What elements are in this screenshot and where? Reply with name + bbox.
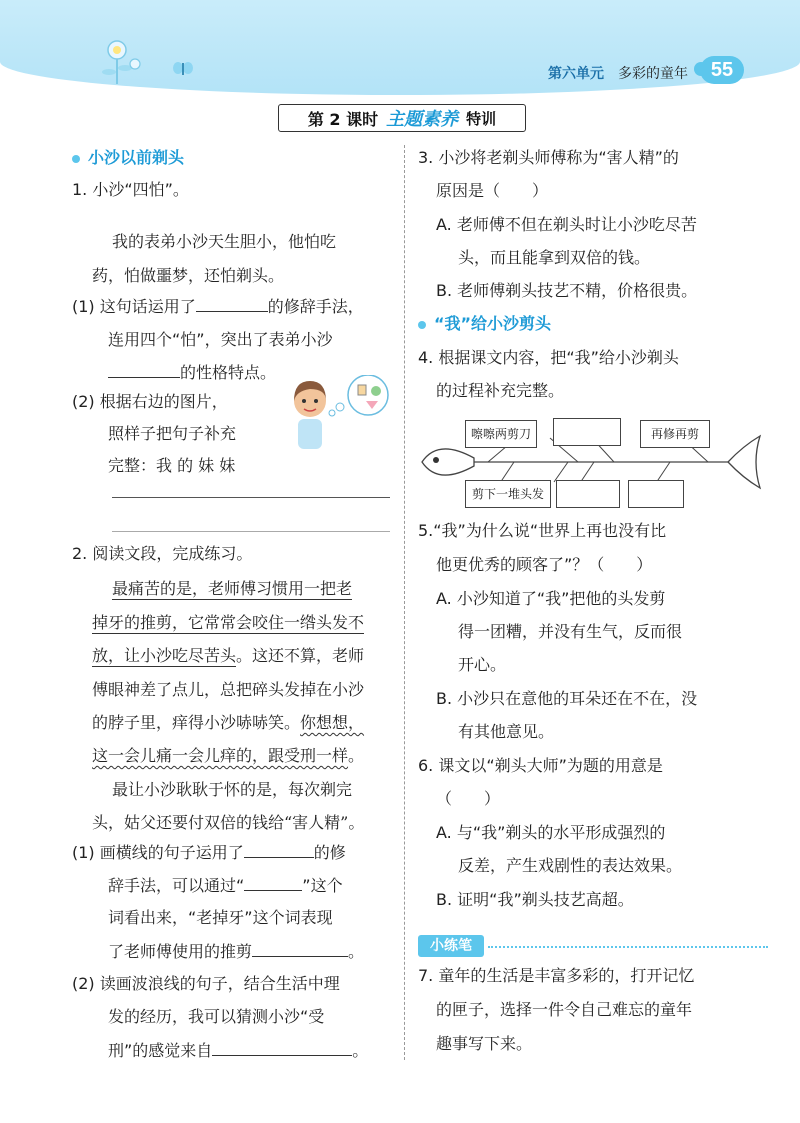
q7-line: 7. 童年的生活是丰富多彩的，打开记忆 — [418, 966, 695, 985]
fishbone-box: 再修再剪 — [640, 420, 710, 448]
q3-option-a[interactable]: A. 老师傅不但在剃头时让小沙吃尽苦 — [436, 215, 697, 234]
column-divider — [404, 145, 405, 1060]
q1-p2-line: 完整：我 的 妹 妹 — [108, 456, 236, 475]
q4-title: 4. 根据课文内容，把“我”给小沙剃头 — [418, 348, 679, 367]
q2-passage-line: 放，让小沙吃尽苦头。这还不算，老师 — [92, 646, 365, 665]
fishbone-box: 剪下一堆头发 — [465, 480, 551, 508]
fishbone-answer-box[interactable] — [556, 480, 620, 508]
q2-title: 2. 阅读文段，完成练习。 — [72, 544, 253, 563]
answer-blank[interactable] — [108, 361, 180, 378]
q3-title: 3. 小沙将老剃头师傅称为“害人精”的 — [418, 148, 679, 167]
q2-passage-line: 掉牙的推剪，它常常会咬住一绺头发不 — [92, 613, 365, 632]
flower-decoration-icon — [95, 38, 145, 86]
q3-option-b[interactable]: B. 老师傅剃头技艺不精，价格很贵。 — [436, 281, 698, 300]
lesson-banner — [278, 104, 526, 132]
lesson-tail: 特训 — [466, 109, 497, 128]
answer-blank[interactable] — [212, 1039, 352, 1056]
answer-blank[interactable] — [196, 295, 268, 312]
page-number: 55 — [700, 56, 744, 84]
q2-p1-line: 辞手法，可以通过“ ”这个 — [108, 876, 343, 895]
q1-p2-line: (2) 根据右边的图片， — [72, 392, 228, 411]
q2-p2-line: 刑”的感觉来自 。 — [108, 1041, 369, 1060]
q2-passage-line: 最让小沙耿耿于怀的是，每次剃完 — [112, 780, 353, 799]
bullet-dot-icon — [72, 155, 80, 163]
q6-title: （ ） — [436, 789, 501, 808]
q5-title: 他更优秀的顾客了”？（ ） — [436, 555, 653, 574]
q2-p1-line: 了老师傅使用的推剪 。 — [108, 942, 365, 961]
girl-illustration — [282, 375, 394, 455]
butterfly-icon — [172, 60, 194, 78]
unit-label: 第六单元 — [548, 66, 604, 82]
q5-option-b: 有其他意见。 — [458, 722, 555, 741]
q1-title: 1. 小沙“四怕”。 — [72, 180, 189, 199]
q1-p2-line: 照样子把句子补充 — [108, 424, 237, 443]
lesson-theme: 主题素养 — [386, 109, 459, 130]
q5-option-a[interactable]: A. 小沙知道了“我”把他的头发剪 — [436, 589, 666, 608]
q2-passage-line: 这一会儿痛一会儿痒的，跟受刑一样。 — [92, 746, 365, 765]
q7-line: 趣事写下来。 — [436, 1034, 533, 1053]
q1-p1-line: (1) 这句话运用了 的修辞手法， — [72, 297, 364, 316]
fishbone-answer-box[interactable] — [553, 418, 621, 446]
answer-blank[interactable] — [244, 841, 314, 858]
q2-passage-line: 最痛苦的是，老师傅习惯用一把老 — [112, 579, 353, 598]
q6-title: 6. 课文以“剃头大师”为题的用意是 — [418, 756, 663, 775]
q4-title: 的过程补充完整。 — [436, 381, 565, 400]
answer-blank[interactable] — [244, 874, 302, 891]
q5-option-a: 开心。 — [458, 655, 507, 674]
q5-title: 5.“我”为什么说“世界上再也没有比 — [418, 521, 667, 540]
answer-line[interactable] — [112, 531, 390, 532]
q1-passage-line: 药，怕做噩梦，还怕剃头。 — [92, 266, 285, 285]
q7-line: 的匣子，选择一件令自己难忘的童年 — [436, 1000, 693, 1019]
q2-p1-line: 词看出来，“老掉牙”这个词表现 — [108, 908, 333, 927]
q3-option-a: 头，而且能拿到双倍的钱。 — [458, 248, 651, 267]
q5-option-b[interactable]: B. 小沙只在意他的耳朵还在不在，没 — [436, 689, 698, 708]
q6-option-a: 反差，产生戏剧性的表达效果。 — [458, 856, 683, 875]
section-heading-1: 小沙以前剃头 — [72, 147, 184, 169]
q2-passage-line: 的脖子里，痒得小沙哧哧笑。你想想， — [92, 713, 365, 732]
section-heading-2: “我”给小沙剪头 — [418, 313, 551, 335]
q2-passage-line: 傅眼神差了点儿，总把碎头发掉在小沙 — [92, 680, 365, 699]
answer-line[interactable] — [112, 497, 390, 498]
bullet-dot-icon — [418, 321, 426, 329]
q3-title: 原因是（ ） — [436, 181, 549, 200]
q6-option-b[interactable]: B. 证明“我”剃头技艺高超。 — [436, 890, 634, 909]
practice-divider — [488, 946, 768, 948]
unit-title: 多彩的童年 — [618, 66, 688, 82]
q1-p1-line: 的性格特点。 — [108, 361, 276, 384]
q1-passage-line: 我的表弟小沙天生胆小，他怕吃 — [112, 232, 337, 251]
fishbone-answer-box[interactable] — [628, 480, 684, 508]
lesson-number: 第 2 课时 — [307, 109, 379, 129]
fishbone-box: 嚓嚓两剪刀 — [465, 420, 537, 448]
q5-option-a: 得一团糟，并没有生气，反而很 — [458, 622, 683, 641]
q2-p2-line: (2) 读画波浪线的句子，结合生活中理 — [72, 974, 340, 993]
practice-label: 小练笔 — [418, 935, 484, 957]
q2-p2-line: 发的经历，我可以猜测小沙“受 — [108, 1007, 325, 1026]
q2-passage-line: 头，姑父还要付双倍的钱给“害人精”。 — [92, 813, 365, 832]
q1-p1-line: 连用四个“怕”，突出了表弟小沙 — [108, 330, 333, 349]
answer-blank[interactable] — [252, 940, 348, 957]
q2-p1-line: (1) 画横线的句子运用了 的修 — [72, 843, 346, 862]
q6-option-a[interactable]: A. 与“我”剃头的水平形成强烈的 — [436, 823, 666, 842]
